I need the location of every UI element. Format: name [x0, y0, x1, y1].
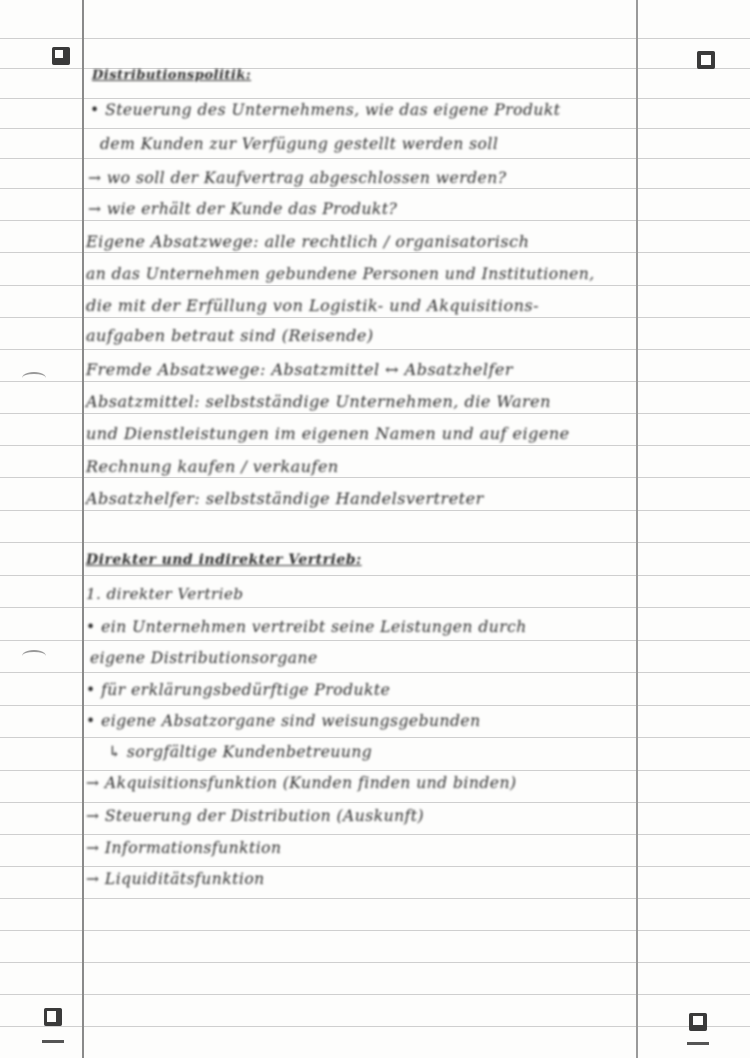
note-line: Eigene Absatzwege: alle rechtlich / organisatorisch	[86, 232, 530, 251]
note-line: • ein Unternehmen vertreibt seine Leistungen durch	[86, 618, 527, 636]
corner-marker-bar-icon	[42, 1040, 64, 1043]
right-margin-line	[636, 0, 638, 1058]
corner-marker-top-right-icon	[697, 51, 715, 69]
left-margin-line	[82, 0, 84, 1058]
note-line: → wo soll der Kaufvertrag abgeschlossen werden?	[88, 169, 507, 187]
note-line: → Liquiditätsfunktion	[86, 870, 265, 888]
note-line: → Steuerung der Distribution (Auskunft)	[86, 807, 425, 825]
margin-mark-icon	[22, 372, 46, 384]
margin-mark-icon	[22, 650, 46, 662]
note-line: • Steuerung des Unternehmens, wie das eigene Produkt	[90, 101, 561, 119]
note-line: die mit der Erfüllung von Logistik- und Akquisitions-	[86, 296, 540, 315]
note-line: • eigene Absatzorgane sind weisungsgebunden	[86, 712, 481, 730]
note-line: ↳ sorgfältige Kundenbetreuung	[108, 743, 373, 761]
corner-marker-bar-icon	[687, 1042, 709, 1045]
note-line: → Akquisitionsfunktion (Kunden finden und binden)	[86, 774, 517, 792]
note-line: → Informationsfunktion	[86, 839, 282, 857]
corner-marker-bottom-left-icon	[44, 1008, 62, 1026]
note-line: Absatzhelfer: selbstständige Handelsvertreter	[86, 489, 484, 508]
note-line: an das Unternehmen gebundene Personen und Institutionen,	[86, 265, 595, 283]
note-line: Fremde Absatzwege: Absatzmittel ↔ Absatzhelfer	[86, 360, 513, 379]
note-heading: Distributionspolitik:	[92, 68, 252, 83]
note-line: aufgaben betraut sind (Reisende)	[86, 326, 374, 345]
note-heading: Direkter und indirekter Vertrieb:	[86, 552, 362, 568]
note-line: • für erklärungsbedürftige Produkte	[86, 681, 391, 699]
note-line: 1. direkter Vertrieb	[86, 585, 244, 603]
note-line: eigene Distributionsorgane	[90, 649, 318, 667]
note-line: dem Kunden zur Verfügung gestellt werden soll	[100, 135, 499, 153]
note-line: → wie erhält der Kunde das Produkt?	[88, 200, 398, 218]
note-line: Absatzmittel: selbstständige Unternehmen, die Waren	[86, 392, 551, 411]
note-line: Rechnung kaufen / verkaufen	[86, 457, 339, 476]
corner-marker-top-left-icon	[52, 47, 70, 65]
corner-marker-bottom-right-icon	[689, 1013, 707, 1031]
note-line: und Dienstleistungen im eigenen Namen und auf eigene	[86, 424, 570, 443]
